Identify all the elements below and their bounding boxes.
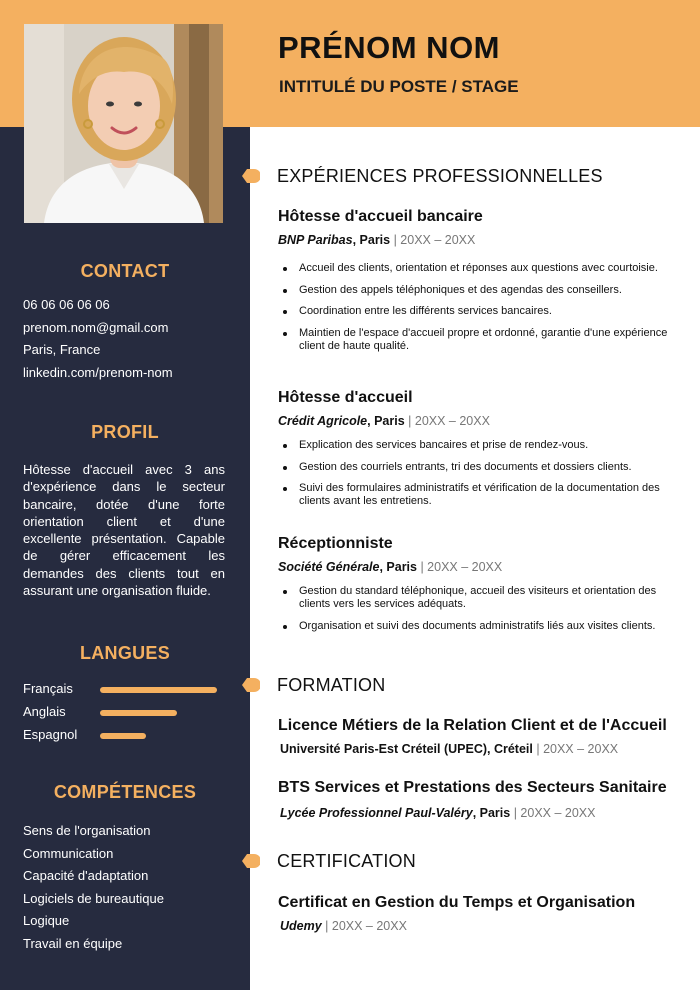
job-title: Hôtesse d'accueil bancaire [278, 208, 483, 225]
school-name: Lycée Professionnel Paul-Valéry [280, 806, 473, 820]
langues-heading: LANGUES [79, 643, 171, 663]
skill-item: Sens de l'organisation [23, 823, 151, 838]
section-marker-icon [240, 851, 260, 871]
language-level-bar [100, 687, 217, 693]
language-row [23, 679, 233, 701]
experiences-heading: EXPÉRIENCES PROFESSIONNELLES [277, 166, 603, 186]
job-meta [278, 233, 475, 247]
competences-heading: COMPÉTENCES [53, 782, 197, 802]
profil-text: Hôtesse d'accueil avec 3 ans d'expérience dans le secteur bancaire, dotée d'une forte orientation client et d'une excellente présentation. Capable de gérer efficacement les demandes des clients tout en assurant une organisation fluide. [23, 462, 225, 599]
language-level-bar [100, 733, 146, 739]
job-title: Réceptionniste [278, 535, 393, 552]
degree-title: Licence Métiers de la Relation Client et de l'Accueil [278, 717, 667, 734]
skill-item: Capacité d'adaptation [23, 868, 149, 884]
profile-photo [24, 24, 223, 223]
language-label: Anglais [23, 704, 66, 719]
degree-dates: | 20XX – 20XX [532, 742, 619, 756]
bullet-item: Organisation et suivi des documents administratifs liés aux visites clients. [281, 620, 681, 633]
contact-list [23, 294, 173, 385]
contact-location: Paris, France [23, 342, 101, 358]
job-bullets [281, 262, 681, 362]
employer: Société Générale [278, 560, 380, 574]
bullet-item: Suivi des formulaires administratifs et vérification de la documentation des clients avant les entretiens. [281, 482, 681, 509]
employer: Crédit Agricole [278, 414, 368, 428]
contact-email: prenom.nom@gmail.com [23, 319, 169, 335]
job-meta [278, 414, 490, 428]
contact-phone: 06 06 06 06 06 [23, 297, 110, 312]
bullet-item: Maintien de l'espace d'accueil propre et ordonné, garantie d'une expérience client de haute qualité. [281, 327, 681, 354]
position-title: INTITULÉ DU POSTE / STAGE [279, 77, 519, 96]
section-marker-icon [240, 166, 260, 186]
job-city: , Paris [352, 233, 391, 247]
certificate-dates: | 20XX – 20XX [321, 919, 407, 933]
job-bullets [281, 585, 681, 641]
degree-dates: | 20XX – 20XX [510, 806, 596, 820]
language-label: Espagnol [23, 727, 78, 742]
job-dates: | 20XX – 20XX [390, 233, 476, 247]
job-dates: | 20XX – 20XX [404, 414, 490, 428]
employer: BNP Paribas [278, 233, 353, 247]
bullet-item: Accueil des clients, orientation et réponses aux questions avec courtoisie. [281, 262, 681, 275]
degree-meta [280, 806, 595, 820]
language-row [23, 702, 233, 724]
skill-item: Logiciels de bureautique [23, 890, 164, 906]
job-dates: | 20XX – 20XX [416, 560, 503, 574]
skill-item: Travail en équipe [23, 935, 123, 951]
certificate-org: Udemy [280, 919, 322, 933]
candidate-name: PRÉNOM NOM [278, 30, 500, 65]
formation-heading: FORMATION [277, 675, 386, 695]
bullet-item: Gestion du standard téléphonique, accueil des visiteurs et orientation des clients vers les services adéquats. [281, 585, 681, 612]
school-city: , Paris [472, 806, 511, 820]
bullet-item: Explication des services bancaires et prise de rendez-vous. [281, 439, 681, 452]
certification-heading: CERTIFICATION [277, 851, 416, 871]
section-marker-icon [240, 675, 260, 695]
job-city: , Paris [367, 414, 405, 428]
school-name: Université Paris-Est Créteil (UPEC), Créteil [280, 742, 533, 756]
bullet-item: Gestion des appels téléphoniques et des agendas des conseillers. [281, 284, 681, 297]
job-title: Hôtesse d'accueil [278, 389, 413, 406]
skill-item: Communication [23, 845, 114, 861]
job-meta [278, 560, 502, 574]
language-label: Français [23, 681, 73, 696]
skills-list [23, 820, 164, 956]
certificate-meta [280, 919, 407, 933]
job-bullets [281, 439, 681, 517]
language-row [23, 725, 233, 747]
degree-meta [280, 742, 618, 756]
bullet-item: Coordination entre les différents services bancaires. [281, 305, 681, 318]
contact-heading: CONTACT [80, 261, 170, 281]
profil-heading: PROFIL [91, 422, 159, 442]
contact-linkedin: linkedin.com/prenom-nom [23, 365, 173, 381]
certificate-title: Certificat en Gestion du Temps et Organisation [278, 894, 636, 911]
language-level-bar [100, 710, 177, 716]
job-city: , Paris [379, 560, 417, 574]
bullet-item: Gestion des courriels entrants, tri des documents et dossiers clients. [281, 461, 681, 474]
skill-item: Logique [23, 913, 70, 929]
degree-title: BTS Services et Prestations des Secteurs Sanitaire [278, 779, 667, 796]
